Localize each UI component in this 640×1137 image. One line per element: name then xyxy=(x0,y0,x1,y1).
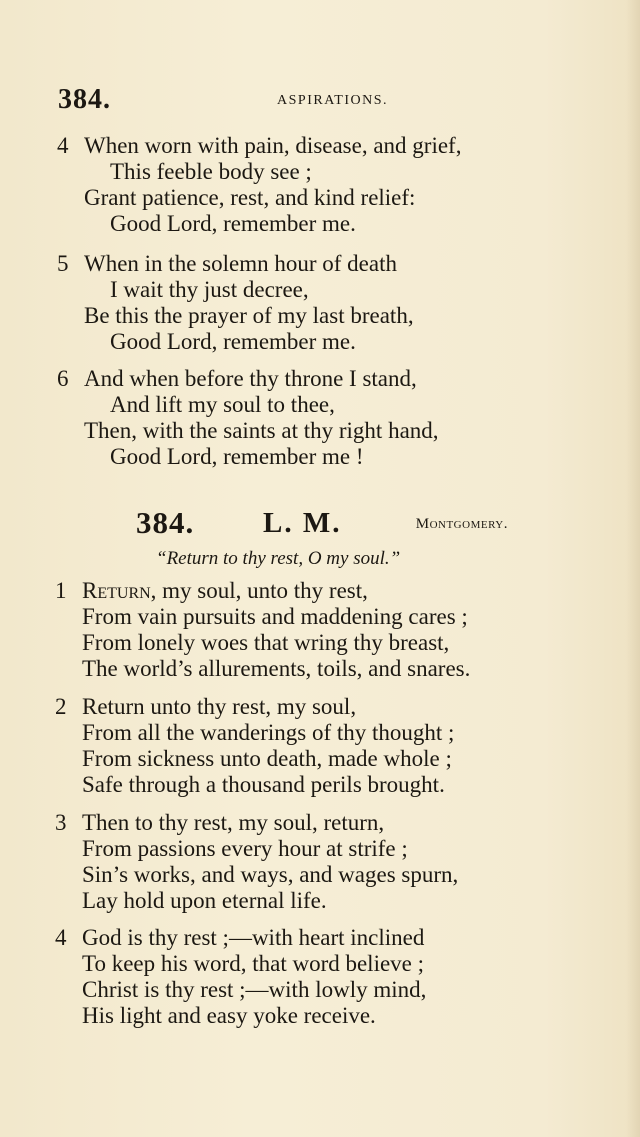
verse-line: God is thy rest ;—with heart inclined xyxy=(82,925,425,950)
hymn-number: 384. xyxy=(136,505,195,540)
stanza-number: 4 xyxy=(57,133,69,158)
verse-line-rest: , my soul, unto thy rest, xyxy=(150,578,368,603)
verse-line xyxy=(82,578,368,604)
verse-line: Safe through a thousand perils brought. xyxy=(82,772,445,797)
verse-line: And lift my soul to thee, xyxy=(110,392,335,417)
verse-line: From vain pursuits and maddening cares ; xyxy=(82,604,468,629)
stanza-number: 2 xyxy=(55,694,67,719)
verse-line: Return unto thy rest, my soul, xyxy=(82,694,357,719)
verse-line: Lay hold upon eternal life. xyxy=(82,888,327,913)
stanza-number: 6 xyxy=(57,366,69,391)
stanza-number: 1 xyxy=(55,578,67,603)
verse-line: From lonely woes that wring thy breast, xyxy=(82,630,450,655)
stanza-number: 5 xyxy=(57,251,69,276)
stanza-number: 4 xyxy=(55,925,67,950)
verse-line: Good Lord, remember me. xyxy=(110,211,356,236)
verse-line: Christ is thy rest ;—with lowly mind, xyxy=(82,977,427,1002)
running-head xyxy=(58,86,388,116)
verse-line: From all the wanderings of thy thought ; xyxy=(82,720,455,745)
page-number: 384. xyxy=(58,84,111,115)
verse-line: His light and easy yoke receive. xyxy=(82,1003,376,1028)
hymn-heading xyxy=(136,506,508,540)
verse-line: From passions every hour at strife ; xyxy=(82,836,408,861)
verse-line: Then to thy rest, my soul, return, xyxy=(82,810,385,835)
verse-line: The world’s allurements, toils, and snares. xyxy=(82,656,471,681)
verse-line: From sickness unto death, made whole ; xyxy=(82,746,452,771)
page-edge-shadow xyxy=(626,0,640,1137)
verse-line: Good Lord, remember me ! xyxy=(110,444,364,469)
verse-line: Be this the prayer of my last breath, xyxy=(84,303,414,328)
hymn-meter: L. M. xyxy=(263,507,342,539)
verse-line: To keep his word, that word believe ; xyxy=(82,951,425,976)
verse-line: Grant patience, rest, and kind relief: xyxy=(84,185,416,210)
verse-line: I wait thy just decree, xyxy=(110,277,309,302)
running-title: ASPIRATIONS. xyxy=(277,93,388,108)
verse-line: Sin’s works, and ways, and wages spurn, xyxy=(82,862,459,887)
verse-line: When worn with pain, disease, and grief, xyxy=(84,133,462,158)
verse-line: When in the solemn hour of death xyxy=(84,251,397,276)
verse-line: Good Lord, remember me. xyxy=(110,329,356,354)
hymn-author: Montgomery. xyxy=(415,516,508,532)
stanza-number: 3 xyxy=(55,810,67,835)
verse-line: This feeble body see ; xyxy=(110,159,312,184)
hymn-epigraph: “Return to thy rest, O my soul.” xyxy=(156,548,401,569)
first-word: Return xyxy=(82,578,151,603)
verse-line: Then, with the saints at thy right hand, xyxy=(84,418,439,443)
verse-line: And when before thy throne I stand, xyxy=(84,366,417,391)
